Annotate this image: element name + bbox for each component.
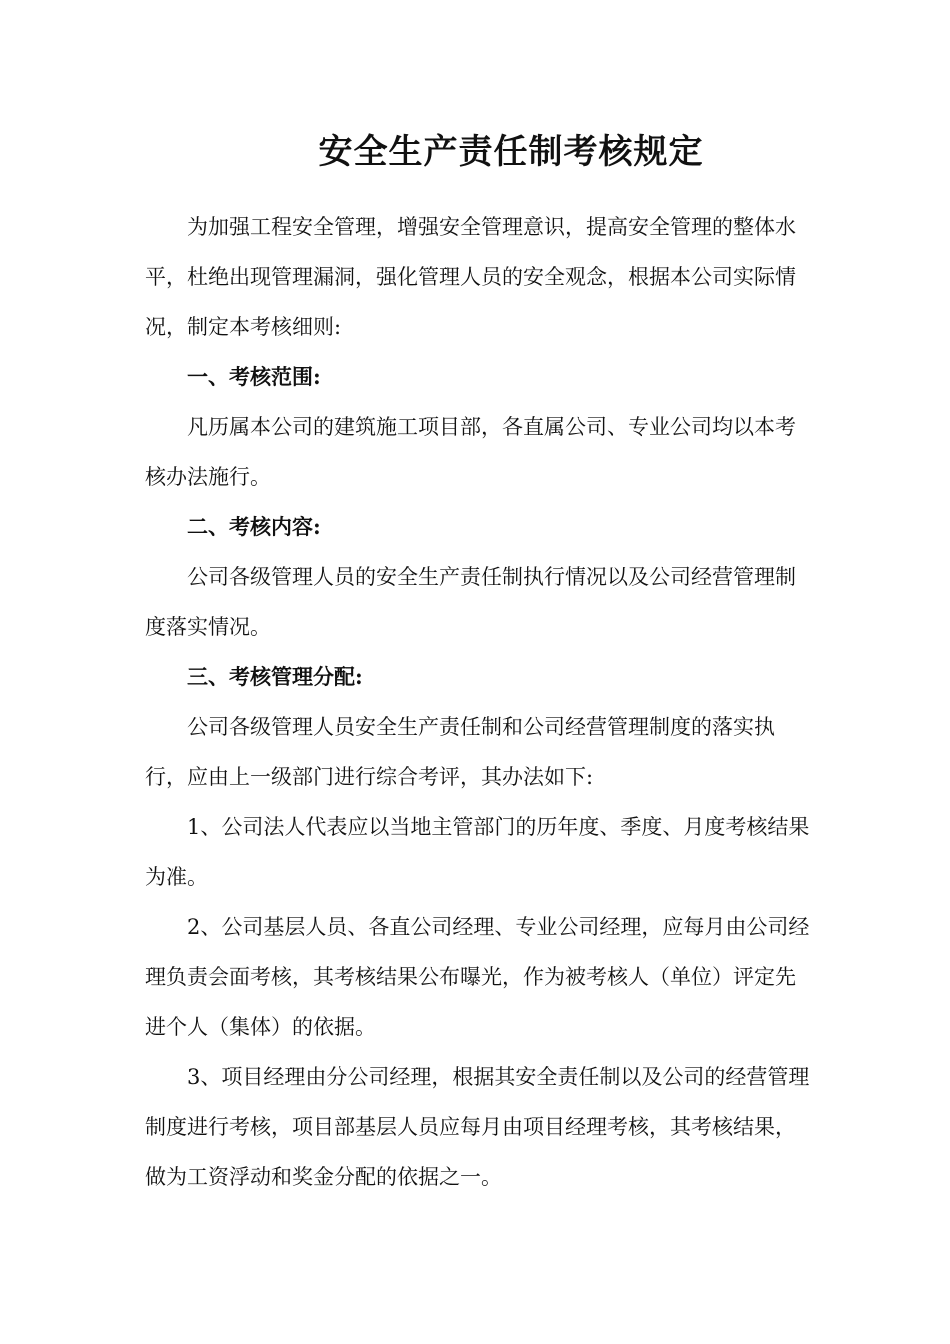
section-heading-management: 三、考核管理分配: <box>187 664 363 689</box>
paragraph-content: 公司各级管理人员的安全生产责任制执行情况以及公司经营管理制度落实情况。 <box>145 565 796 639</box>
section-heading-scope: 一、考核范围: <box>187 364 321 389</box>
document-title: 安全生产责任制考核规定 <box>318 132 704 172</box>
list-item-3: 3、项目经理由分公司经理，根据其安全责任制以及公司的经营管理制度进行考核，项目部基层人员应每月由项目经理考核，其考核结果，做为工资浮动和奖金分配的依据之一。 <box>145 1065 810 1189</box>
list-item-1: 1、公司法人代表应以当地主管部门的历年度、季度、月度考核结果为准。 <box>145 815 810 889</box>
paragraph-scope: 凡历属本公司的建筑施工项目部，各直属公司、专业公司均以本考核办法施行。 <box>145 415 796 489</box>
paragraph-intro: 为加强工程安全管理，增强安全管理意识，提高安全管理的整体水平，杜绝出现管理漏洞，强化管理人员的安全观念，根据本公司实际情况，制定本考核细则: <box>145 215 796 339</box>
section-heading-content: 二、考核内容: <box>187 514 321 539</box>
list-item-2: 2、公司基层人员、各直公司经理、专业公司经理，应每月由公司经理负责会面考核，其考核结果公布曝光，作为被考核人（单位）评定先进个人（集体）的依据。 <box>145 915 810 1039</box>
paragraph-management: 公司各级管理人员安全生产责任制和公司经营管理制度的落实执行，应由上一级部门进行综合考评，其办法如下: <box>145 715 775 789</box>
document-body <box>145 202 810 1202</box>
